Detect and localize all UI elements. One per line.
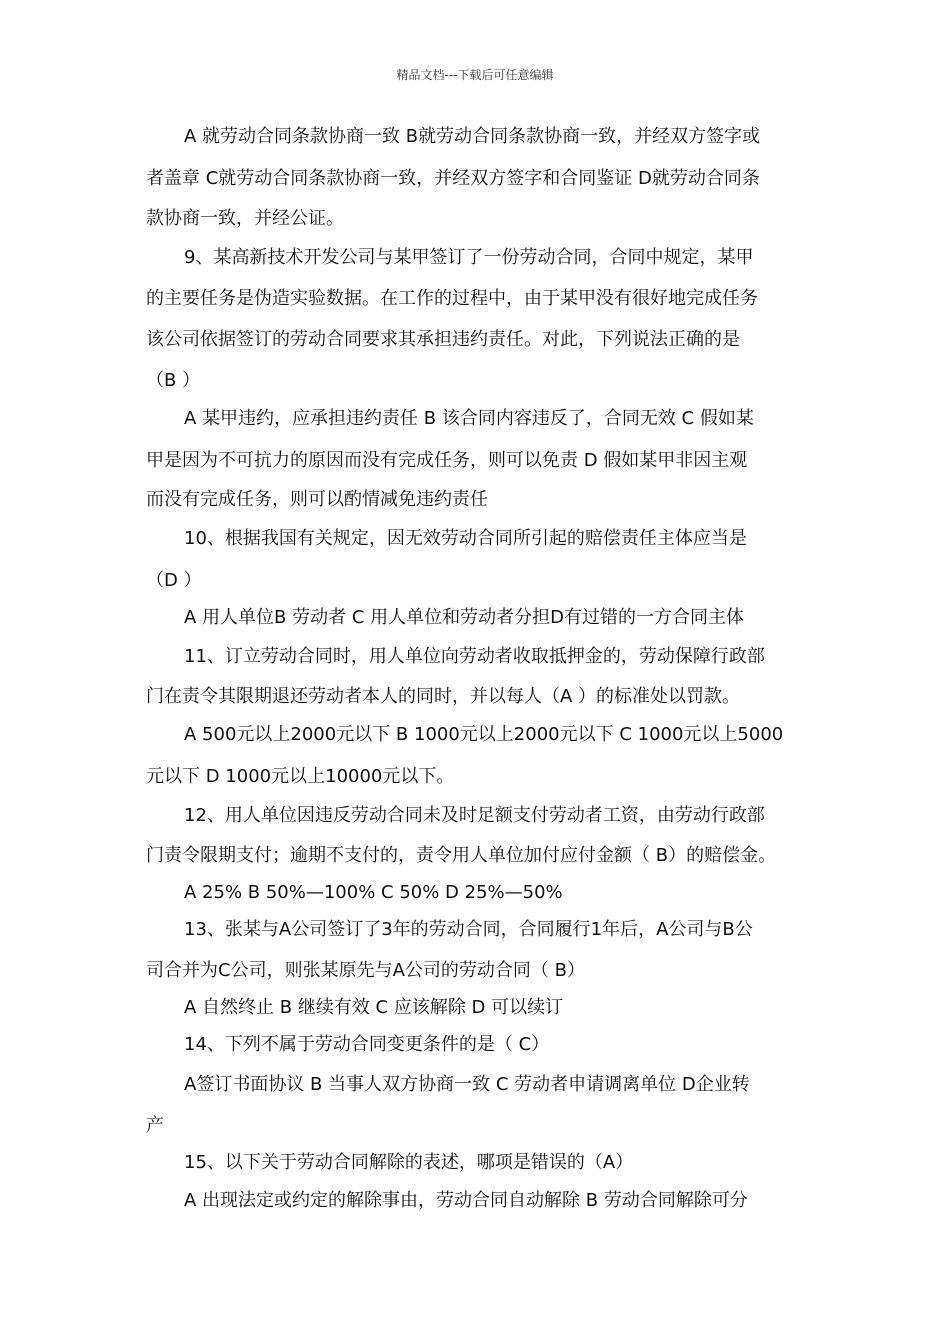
- text-line: 10、根据我国有关规定，因无效劳动合同所引起的赔偿责任主体应当是: [184, 528, 747, 549]
- text-line: 款协商一致，并经公证。: [146, 208, 344, 229]
- text-line: 产: [146, 1115, 164, 1136]
- text-line: A 自然终止 B 继续有效 C 应该解除 D 可以续订: [184, 997, 564, 1018]
- text-line: 司合并为C公司，则张某原先与A公司的劳动合同（ B）: [146, 960, 585, 981]
- text-line: （B ）: [146, 370, 201, 391]
- text-line: 14、下列不属于劳动合同变更条件的是（ C）: [184, 1034, 550, 1055]
- text-line: A 就劳动合同条款协商一致 B就劳动合同条款协商一致，并经双方签字或: [184, 126, 761, 147]
- text-line: 12、用人单位因违反劳动合同未及时足额支付劳动者工资，由劳动行政部: [184, 805, 765, 826]
- text-line: 15、以下关于劳动合同解除的表述，哪项是错误的（A）: [184, 1152, 634, 1173]
- text-line: 11、订立劳动合同时，用人单位向劳动者收取抵押金的，劳动保障行政部: [184, 646, 765, 667]
- text-line: 13、张某与A公司签订了3年的劳动合同，合同履行1年后，A公司与B公: [184, 919, 753, 940]
- text-line: 甲是因为不可抗力的原因而没有完成任务，则可以免责 D 假如某甲非因主观: [146, 450, 748, 471]
- text-line: 元以下 D 1000元以上10000元以下。: [146, 766, 455, 787]
- text-line: A签订书面协议 B 当事人双方协商一致 C 劳动者申请调离单位 D企业转: [184, 1074, 750, 1095]
- text-line: 9、某高新技术开发公司与某甲签订了一份劳动合同，合同中规定，某甲: [184, 247, 754, 268]
- text-line: 而没有完成任务，则可以酌情减免违约责任: [146, 489, 488, 510]
- text-line: （D ）: [146, 570, 202, 591]
- text-line: 门在责令其限期退还劳动者本人的同时，并以每人（A ）的标准处以罚款。: [146, 686, 741, 707]
- text-line: A 用人单位B 劳动者 C 用人单位和劳动者分担D有过错的一方合同主体: [184, 607, 744, 628]
- text-line: A 某甲违约，应承担违约责任 B 该合同内容违反了，合同无效 C 假如某: [184, 408, 754, 429]
- page-header: 精品文档---下载后可任意编辑: [396, 68, 554, 82]
- text-line: A 500元以上2000元以下 B 1000元以上2000元以下 C 1000元以上5000: [184, 724, 784, 745]
- text-line: A 出现法定或约定的解除事由，劳动合同自动解除 B 劳动合同解除可分: [184, 1190, 748, 1211]
- text-line: 该公司依据签订的劳动合同要求其承担违约责任。对此，下列说法正确的是: [146, 329, 740, 350]
- text-line: 的主要任务是伪造实验数据。在工作的过程中，由于某甲没有很好地完成任务: [146, 288, 758, 309]
- text-line: 者盖章 C就劳动合同条款协商一致，并经双方签字和合同鉴证 D就劳动合同条: [146, 168, 760, 189]
- text-line: A 25% B 50%—100% C 50% D 25%—50%: [184, 882, 563, 903]
- text-line: 门责令限期支付；逾期不支付的，责令用人单位加付应付金额（ B）的赔偿金。: [146, 845, 777, 866]
